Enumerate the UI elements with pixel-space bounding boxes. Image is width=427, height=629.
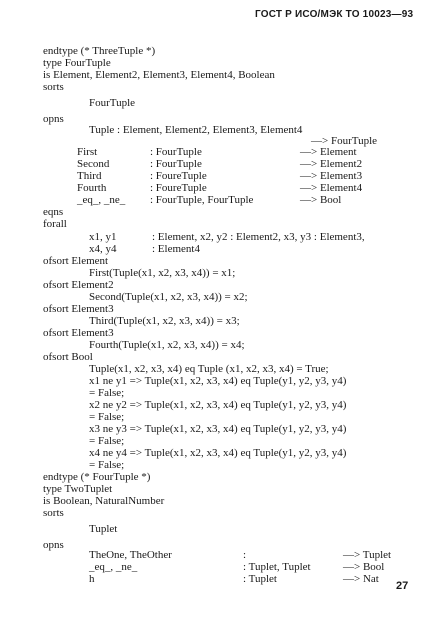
spec-line: x1 ne y1 => Tuple(x1, x2, x3, x4) eq Tuple(y1, y2, y3, y4)	[89, 375, 347, 387]
spec-line: sorts	[43, 81, 64, 93]
spec-line-signature: : Tuplet	[243, 573, 277, 585]
spec-line-signature: : Element4	[152, 243, 200, 255]
spec-line: FourTuple	[89, 97, 136, 109]
spec-line: = False;	[89, 411, 125, 423]
spec-line: eqns	[43, 206, 64, 218]
spec-line: —> FourTuple	[311, 135, 378, 147]
spec-line: Tuplet	[89, 523, 118, 535]
spec-line-result: —> Element3	[300, 170, 363, 182]
spec-line: x4 ne y4 => Tuple(x1, x2, x3, x4) eq Tuple(y1, y2, y3, y4)	[89, 447, 347, 459]
spec-line: is Element, Element2, Element3, Element4, Boolean	[43, 69, 275, 81]
spec-line-signature: : FoureTuple	[150, 170, 207, 182]
spec-line-result: —> Tuplet	[343, 549, 392, 561]
page-header: ГОСТ Р ИСО/МЭК ТО 10023—93	[255, 9, 414, 20]
spec-line: type TwoTuplet	[43, 483, 113, 495]
spec-line: opns	[43, 539, 64, 551]
spec-line-signature: :	[243, 549, 247, 561]
spec-line: is Boolean, NaturalNumber	[43, 495, 165, 507]
spec-line-signature: : Element, x2, y2 : Element2, x3, y3 : Element3,	[152, 231, 365, 243]
spec-line-signature: : FoureTuple	[150, 182, 207, 194]
spec-line: Third	[77, 170, 102, 182]
spec-line: ofsort Element3	[43, 327, 114, 339]
spec-line-result: —> Bool	[300, 194, 342, 206]
spec-line: sorts	[43, 507, 64, 519]
spec-line-signature: : Tuplet, Tuplet	[243, 561, 311, 573]
spec-line: ofsort Element3	[43, 303, 114, 315]
spec-line-signature: : FourTuple	[150, 158, 202, 170]
spec-line: Fourth	[77, 182, 107, 194]
spec-line: First	[77, 146, 98, 158]
spec-line: Tuple : Element, Element2, Element3, Element4	[89, 124, 303, 136]
spec-line: ofsort Element	[43, 255, 109, 267]
spec-line: x1, y1	[89, 231, 117, 243]
spec-line: endtype (* ThreeTuple *)	[43, 45, 156, 57]
page-number: 27	[396, 580, 409, 592]
spec-line: = False;	[89, 459, 125, 471]
spec-line: forall	[43, 218, 67, 230]
spec-line: endtype (* FourTuple *)	[43, 471, 151, 483]
spec-line: First(Tuple(x1, x2, x3, x4)) = x1;	[89, 267, 236, 279]
spec-line: x3 ne y3 => Tuple(x1, x2, x3, x4) eq Tuple(y1, y2, y3, y4)	[89, 423, 347, 435]
spec-line: TheOne, TheOther	[89, 549, 172, 561]
spec-line: Second	[77, 158, 110, 170]
spec-line: ofsort Element2	[43, 279, 114, 291]
spec-line: Tuple(x1, x2, x3, x4) eq Tuple (x1, x2, x3, x4) = True;	[89, 363, 329, 375]
spec-line: opns	[43, 113, 64, 125]
spec-line-signature: : FourTuple, FourTuple	[150, 194, 254, 206]
spec-line: = False;	[89, 387, 125, 399]
spec-line-result: —> Bool	[343, 561, 385, 573]
spec-line: Fourth(Tuple(x1, x2, x3, x4)) = x4;	[89, 339, 245, 351]
spec-line: ofsort Bool	[43, 351, 93, 363]
spec-line-result: —> Nat	[343, 573, 379, 585]
spec-line: x2 ne y2 => Tuple(x1, x2, x3, x4) eq Tuple(y1, y2, y3, y4)	[89, 399, 347, 411]
spec-line: x4, y4	[89, 243, 117, 255]
spec-line: Third(Tuple(x1, x2, x3, x4)) = x3;	[89, 315, 240, 327]
spec-line-signature: : FourTuple	[150, 146, 202, 158]
spec-line: Second(Tuple(x1, x2, x3, x4)) = x2;	[89, 291, 248, 303]
spec-line-result: —> Element	[300, 146, 357, 158]
spec-line: = False;	[89, 435, 125, 447]
spec-line-result: —> Element4	[300, 182, 363, 194]
spec-line: _eq_, _ne_	[77, 194, 126, 206]
spec-line-result: —> Element2	[300, 158, 363, 170]
spec-line: h	[89, 573, 95, 585]
spec-line: _eq_, _ne_	[89, 561, 138, 573]
spec-line: type FourTuple	[43, 57, 111, 69]
